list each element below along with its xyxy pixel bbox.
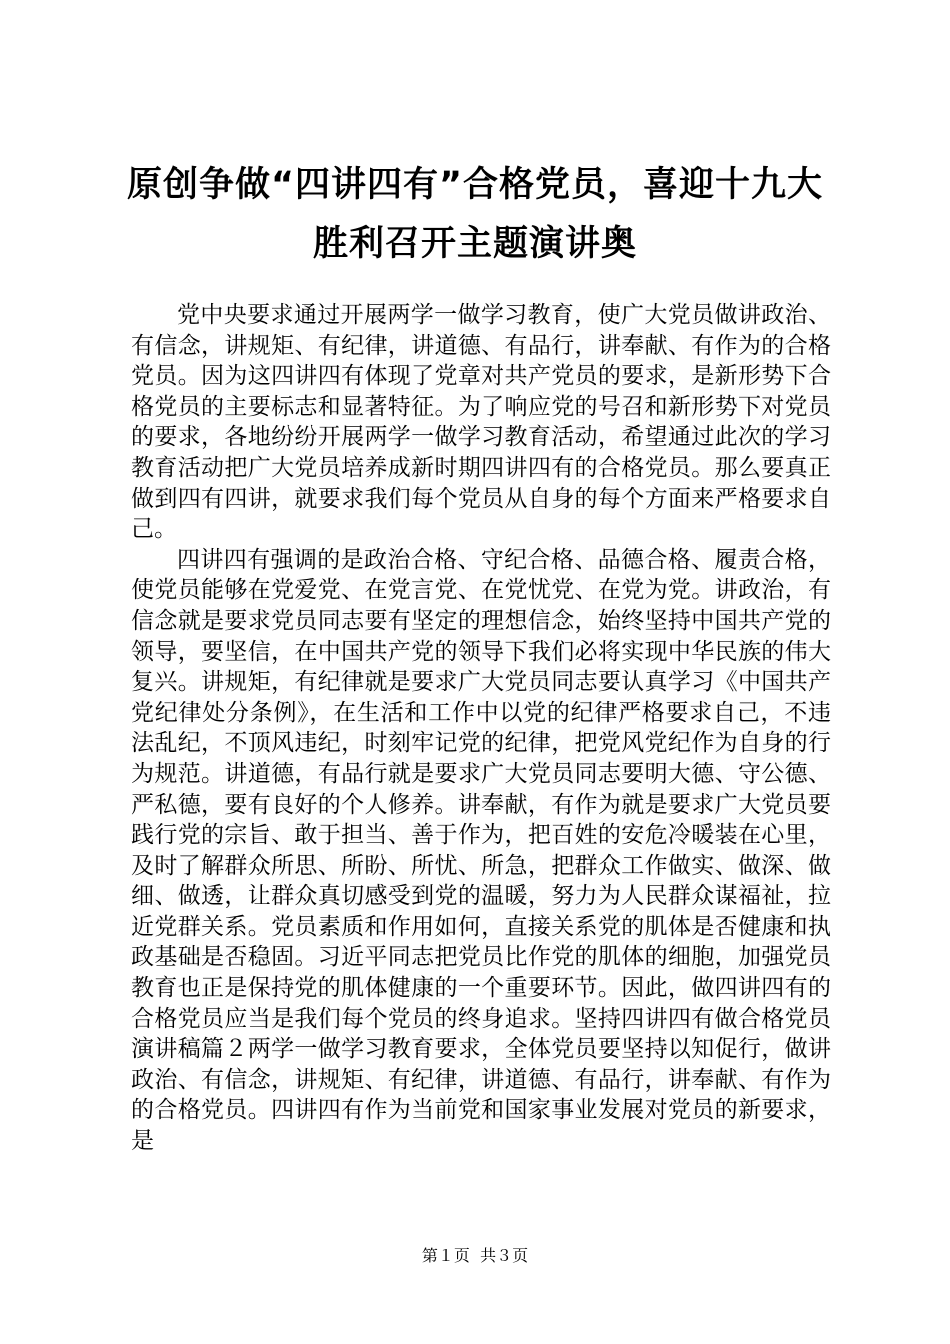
paragraph-1: 党中央要求通过开展两学一做学习教育，使广大党员做讲政治、有信念，讲规矩、有纪律，讲道德、有品行，讲奉献、有作为的合格党员。因为这四讲四有体现了党章对共产党员的要求，是新形势下合格党员的主要标志和显著特征。为了响应党的号召和新形势下对党员的要求，各地纷纷开展两学一做学习教育活动，希望通过此次的学习教育活动把广大党员培养成新时期四讲四有的合格党员。那么要真正做到四有四讲，就要求我们每个党员从自身的每个方面来严格要求自己。 — [131, 302, 831, 543]
document-title-line-1: 原创争做“四讲四有”合格党员，喜迎十九大 — [126, 165, 823, 205]
page-number: 第１页 共３页 — [421, 1246, 529, 1265]
document-body — [131, 300, 831, 1157]
page-footer — [0, 1246, 950, 1266]
paragraph-2: 四讲四有强调的是政治合格、守纪合格、品德合格、履责合格，使党员能够在党爱党、在党言党、在党忧党、在党为党。讲政治，有信念就是要求党员同志要有坚定的理想信念，始终坚持中国共产党的领导，要坚信，在中国共产党的领导下我们必将实现中华民族的伟大复兴。讲规矩，有纪律就是要求广大党员同志要认真学习《中国共产党纪律处分条例》，在生活和工作中以党的纪律严格要求自己，不违法乱纪，不顶风违纪，时刻牢记党的纪律，把党风党纪作为自身的行为规范。讲道德，有品行就是要求广大党员同志要明大德、守公德、严私德，要有良好的个人修养。讲奉献，有作为就是要求广大党员要践行党的宗旨、敢于担当、善于作为，把百姓的安危冷暖装在心里，及时了解群众所思、所盼、所忧、所急，把群众工作做实、做深、做细、做透，让群众真切感受到党的温暖，努力为人民群众谋福祉，拉近党群关系。党员素质和作用如何，直接关系党的肌体是否健康和执政基础是否稳固。习近平同志把党员比作党的肌体的细胞，加强党员教育也正是保持党的肌体健康的一个重要环节。因此，做四讲四有的合格党员应当是我们每个党员的终身追求。坚持四讲四有做合格党员演讲稿篇２两学一做学习教育要求，全体党员要坚持以知促行，做讲政治、有信念，讲规矩、有纪律，讲道德、有品行，讲奉献、有作为的合格党员。四讲四有作为当前党和国家事业发展对党员的新要求，是 — [131, 546, 831, 1155]
document-title-line-2: 胜利召开主题演讲奥 — [312, 224, 637, 264]
